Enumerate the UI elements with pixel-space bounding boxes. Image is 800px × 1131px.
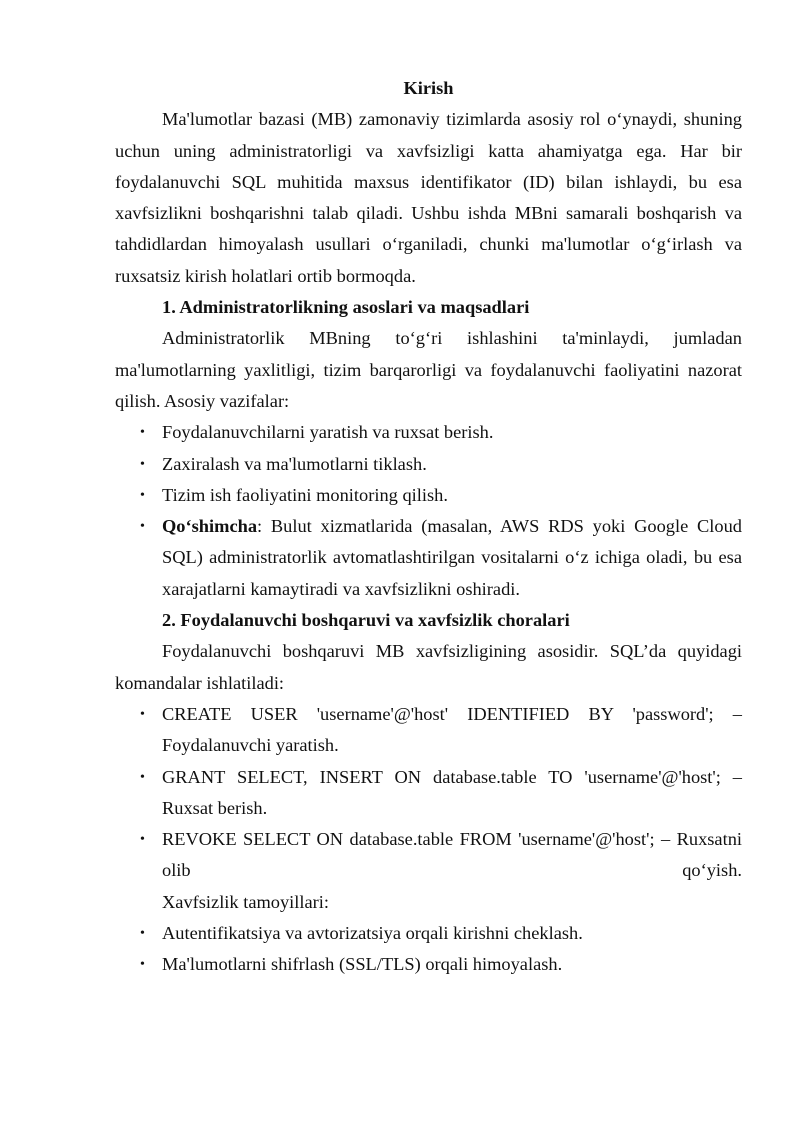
list-item [115, 417, 742, 448]
extra-text: : Bulut xizmatlarida (masalan, AWS RDS yoki Google Cloud SQL) administratorlik avtomatlashtirilgan vositalarni o‘z ichiga oladi, bu esa xarajatlarni kamaytiradi va xavfsizlikni oshiradi. [162, 516, 742, 599]
bullet-icon: • [140, 926, 145, 942]
list-item-text: Autentifikatsiya va avtorizatsiya orqali kirishni cheklash. [162, 923, 583, 944]
command-text: REVOKE SELECT ON database.table FROM 'username'@'host'; – Ruxsatni olib qo‘yish. [162, 829, 742, 881]
section-2-command-list [115, 699, 742, 887]
principles-list [115, 918, 742, 981]
command-text: CREATE USER 'username'@'host' IDENTIFIED BY 'password'; – Foydalanuvchi yaratish. [162, 703, 742, 756]
section-1-bullet-list [115, 417, 742, 605]
list-item-text: Zaxiralash va ma'lumotlarni tiklash. [162, 453, 427, 474]
list-item-text: Tizim ish faoliyatini monitoring qilish. [162, 484, 448, 505]
list-item [115, 511, 742, 605]
extra-label: Qo‘shimcha [162, 516, 258, 537]
list-item [115, 699, 742, 762]
section-2-paragraph: Foydalanuvchi boshqaruvi MB xavfsizligining asosidir. SQL’da quyidagi komandalar ishlatiladi: [115, 641, 742, 693]
command-text: GRANT SELECT, INSERT ON database.table TO 'username'@'host'; – Ruxsat berish. [162, 766, 742, 818]
intro-paragraph: Ma'lumotlar bazasi (MB) zamonaviy tizimlarda asosiy rol o‘ynaydi, shuning uchun uning administratorligi va xavfsizligi katta ahamiyatga ega. Har bir foydalanuvchi SQL muhitida maxsus identifikator (ID) bilan ishlaydi, bu esa xavfsizlikni boshqarishni talab qiladi. Ushbu ishda MBni samarali boshqarish va tahdidlardan himoyalash usullari o‘rganiladi, chunki ma'lumotlar o‘g‘irlash va ruxsatsiz kirish holatlari ortib bormoqda. [115, 109, 742, 286]
list-item [115, 918, 742, 949]
bullet-icon: • [140, 832, 145, 848]
list-item [115, 762, 742, 825]
bullet-icon: • [140, 706, 145, 722]
section-2-heading: 2. Foydalanuvchi boshqaruvi va xavfsizlik choralari [162, 610, 570, 631]
bullet-icon: • [140, 519, 145, 535]
list-item-text: Ma'lumotlarni shifrlash (SSL/TLS) orqali himoyalash. [162, 954, 563, 975]
section-1-paragraph: Administratorlik MBning to‘g‘ri ishlashini ta'minlaydi, jumladan ma'lumotlarning yaxlitligi, tizim barqarorligi va foydalanuvchi faoliyatini nazorat qilish. Asosiy vazifalar: [115, 328, 742, 411]
bullet-icon: • [140, 487, 145, 503]
bullet-icon: • [140, 957, 145, 973]
list-item [115, 480, 742, 511]
bullet-icon: • [140, 769, 145, 785]
list-item [115, 824, 742, 887]
page-title: Kirish [403, 78, 454, 98]
list-item-text: Foydalanuvchilarni yaratish va ruxsat berish. [162, 422, 494, 443]
bullet-icon: • [140, 425, 145, 441]
bullet-icon: • [140, 456, 145, 472]
list-item [115, 949, 742, 980]
list-item [115, 449, 742, 480]
principles-label: Xavfsizlik tamoyillari: [162, 891, 330, 912]
section-1-heading: 1. Administratorlikning asoslari va maqsadlari [162, 297, 530, 318]
